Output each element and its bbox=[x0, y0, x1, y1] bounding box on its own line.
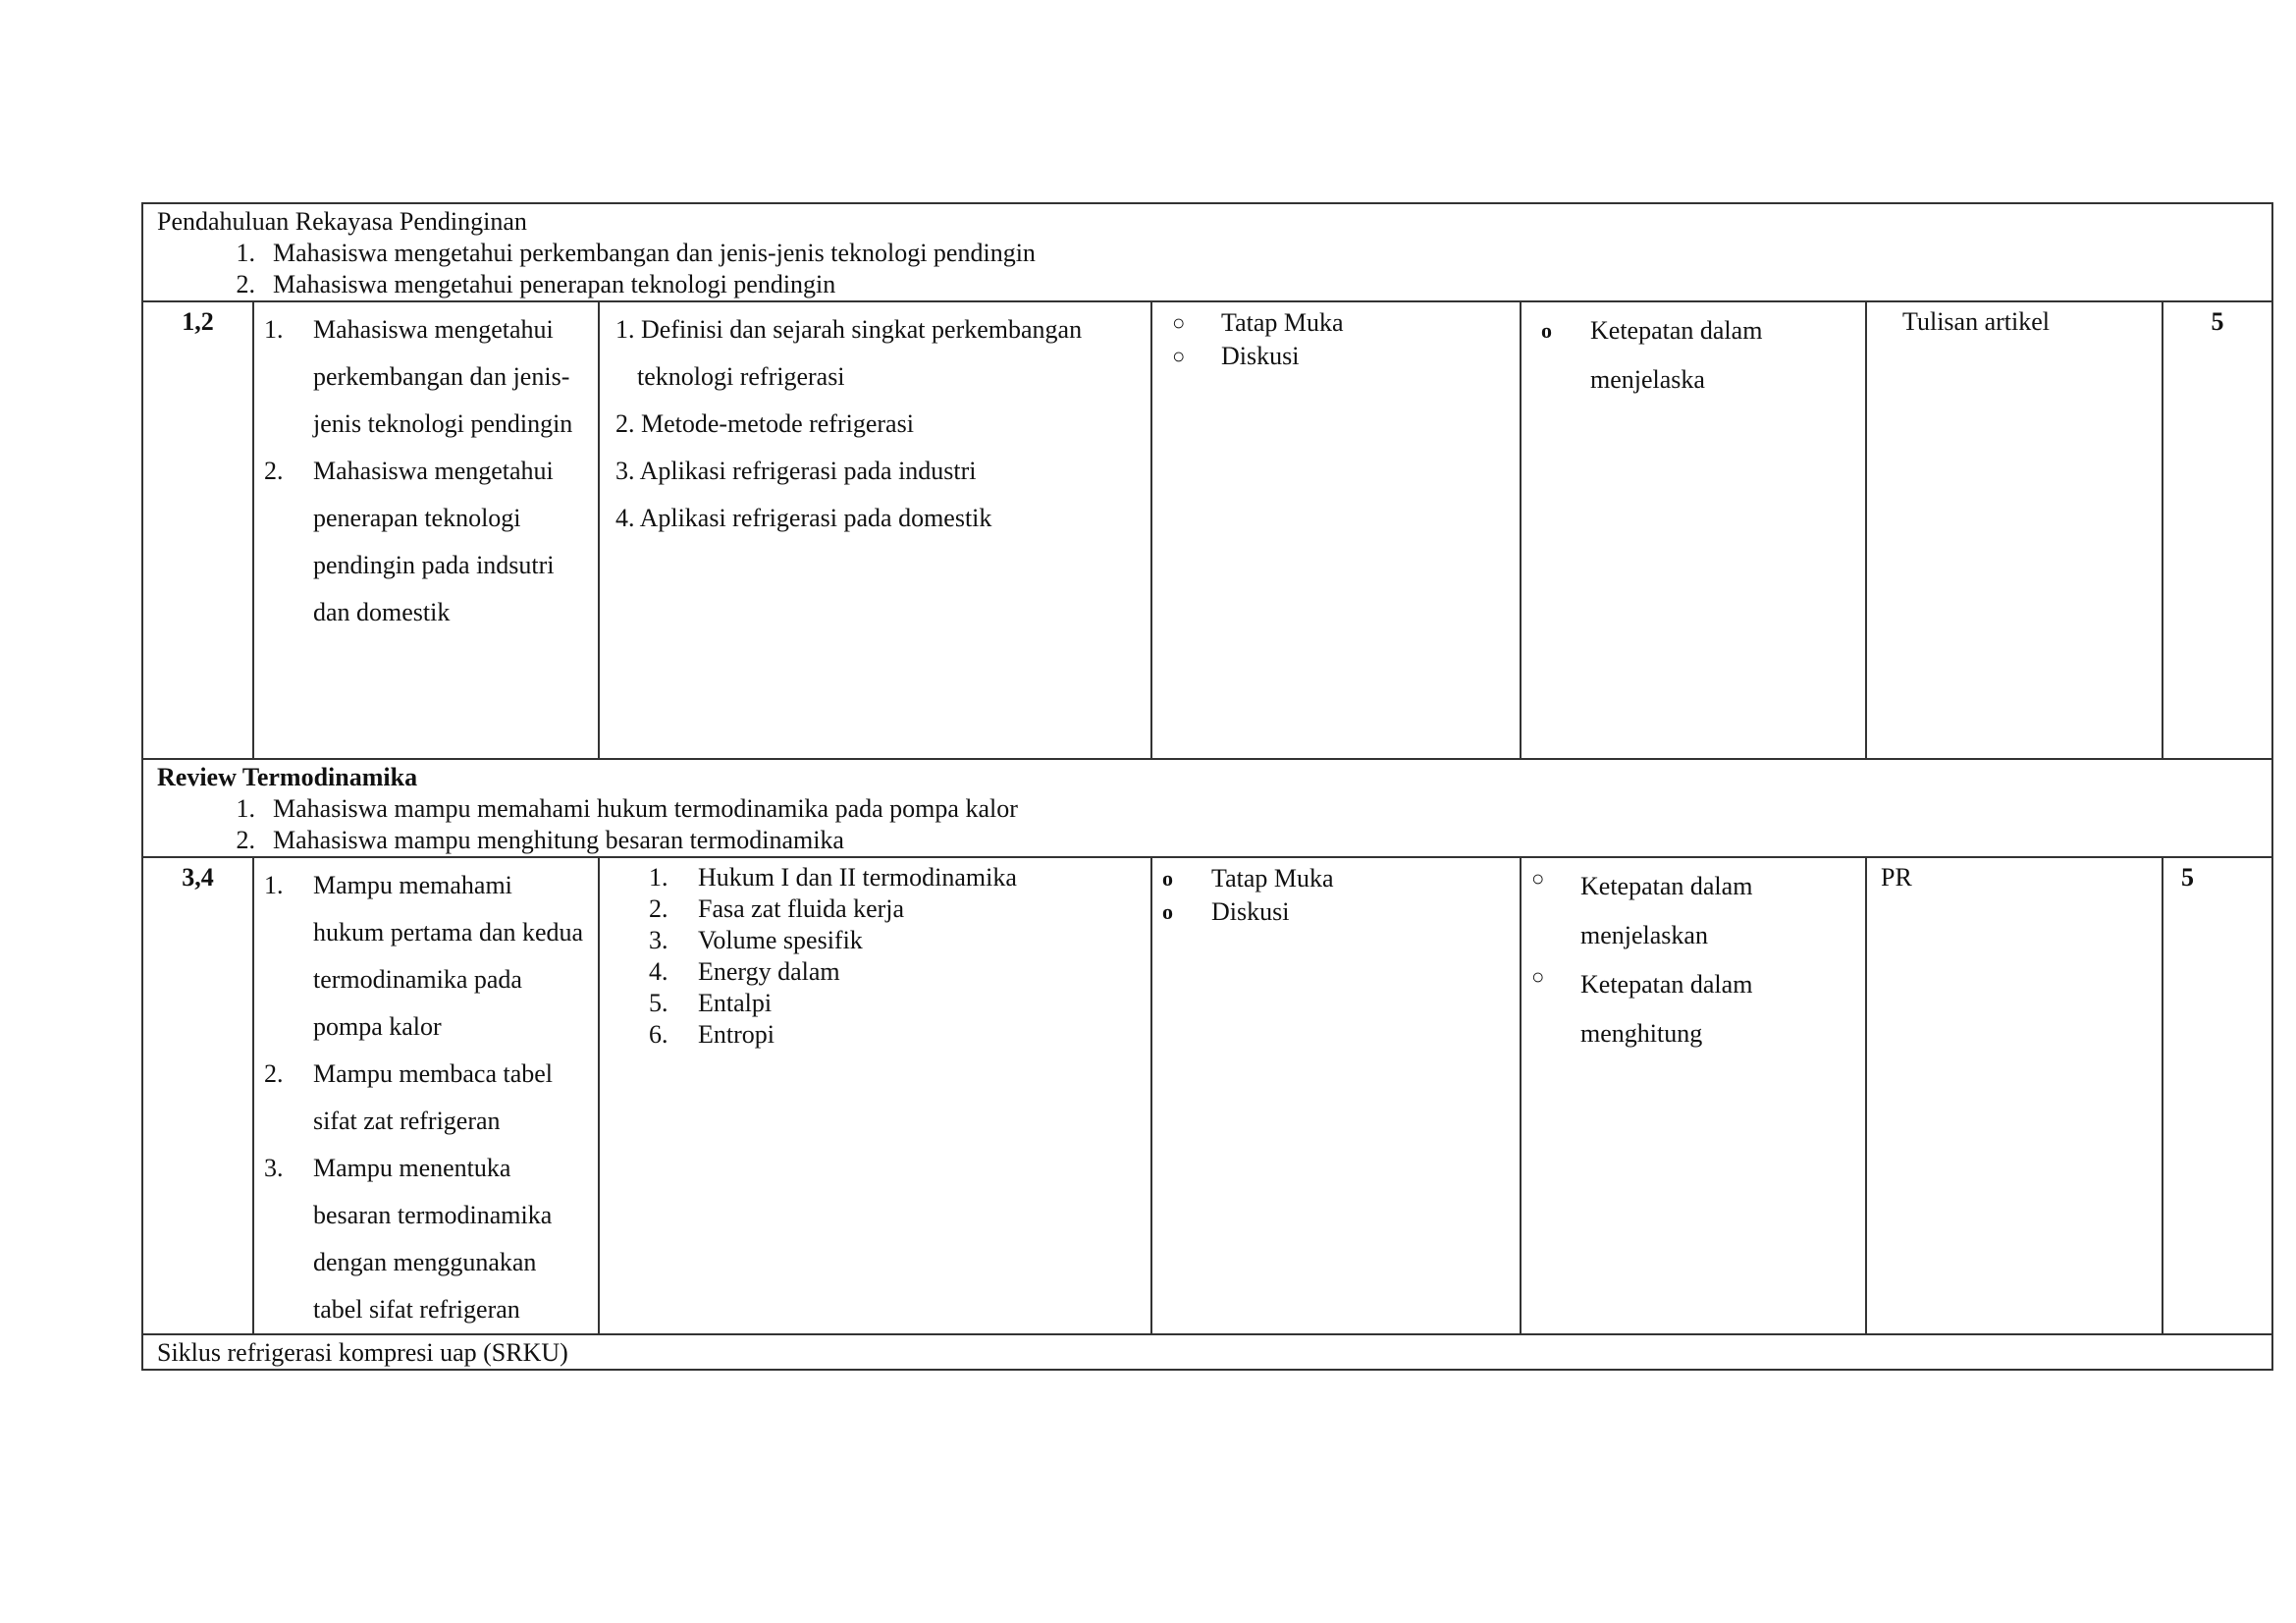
goal-item: 1. Mahasiswa mengetahui perkembangan dan jenis-jenis teknologi pendingin bbox=[236, 239, 1036, 267]
materials-cell bbox=[599, 301, 1151, 759]
material-item: 2. Metode-metode refrigerasi bbox=[615, 409, 914, 438]
objective-item: 3. Mampu menentuka besaran termodinamika dengan menggunakan tabel sifat refrigeran bbox=[264, 1154, 553, 1324]
goal-item: 2. Mahasiswa mengetahui penerapan teknologi pendingin bbox=[236, 270, 836, 298]
indicators-cell bbox=[1521, 857, 1866, 1334]
assessment-cell: Tulisan artikel bbox=[1866, 301, 2163, 759]
score-cell: 5 bbox=[2163, 857, 2272, 1334]
indicator-item: ○ Ketepatan dalam menghitung bbox=[1531, 960, 1855, 1058]
section-goals bbox=[157, 238, 2258, 300]
bullet-circle-icon: ○ bbox=[1172, 344, 1186, 368]
indicators-cell bbox=[1521, 301, 1866, 759]
table-row bbox=[142, 301, 2272, 759]
section-goals bbox=[157, 793, 2258, 856]
bullet-circle-icon: o bbox=[1541, 318, 1552, 343]
indicator-item: ○ Ketepatan dalam menjelaskan bbox=[1531, 862, 1855, 960]
section-header bbox=[142, 1334, 2272, 1370]
methods-cell bbox=[1151, 857, 1521, 1334]
week-cell: 3,4 bbox=[142, 857, 253, 1334]
section-title: Siklus refrigerasi kompresi uap (SRKU) bbox=[157, 1338, 568, 1367]
material-item: 1. Definisi dan sejarah singkat perkembangan teknologi refrigerasi bbox=[615, 315, 1083, 391]
objectives-cell bbox=[253, 301, 599, 759]
bullet-circle-icon: ○ bbox=[1172, 310, 1186, 335]
course-plan-table bbox=[141, 202, 2273, 1371]
objective-item: 2. Mampu membaca tabel sifat zat refrigeran bbox=[264, 1059, 554, 1135]
method-item: ○ Diskusi bbox=[1172, 340, 1510, 373]
materials-cell bbox=[599, 857, 1151, 1334]
material-item: 3. Volume spesifik bbox=[649, 926, 863, 954]
bullet-circle-icon: o bbox=[1162, 899, 1173, 924]
material-item: 6. Entropi bbox=[649, 1020, 774, 1049]
method-item: ○ Tatap Muka bbox=[1172, 306, 1510, 340]
objective-item: 1. Mahasiswa mengetahui perkembangan dan jenis-jenis teknologi pendingin bbox=[264, 315, 573, 438]
material-item: 3. Aplikasi refrigerasi pada industri bbox=[615, 457, 977, 485]
goal-item: 1. Mahasiswa mampu memahami hukum termodinamika pada pompa kalor bbox=[236, 794, 1018, 823]
objectives-cell bbox=[253, 857, 599, 1334]
methods-cell bbox=[1151, 301, 1521, 759]
section-header-row bbox=[142, 759, 2272, 857]
material-item: 2. Fasa zat fluida kerja bbox=[649, 894, 905, 923]
material-item: 1. Hukum I dan II termodinamika bbox=[649, 863, 1017, 892]
bullet-circle-icon: ○ bbox=[1531, 866, 1545, 891]
goal-item: 2. Mahasiswa mampu menghitung besaran termodinamika bbox=[236, 826, 844, 854]
table-row bbox=[142, 857, 2272, 1334]
bullet-circle-icon: ○ bbox=[1531, 964, 1545, 989]
section-header-row bbox=[142, 203, 2272, 301]
bullet-circle-icon: o bbox=[1162, 866, 1173, 891]
assessment-cell: PR bbox=[1866, 857, 2163, 1334]
indicator-item: o Ketepatan dalam menjelaska bbox=[1541, 306, 1855, 405]
objective-item: 2. Mahasiswa mengetahui penerapan teknologi pendingin pada indsutri dan domestik bbox=[264, 457, 555, 626]
section-header bbox=[142, 759, 2272, 857]
material-item: 4. Energy dalam bbox=[649, 957, 840, 986]
week-cell: 1,2 bbox=[142, 301, 253, 759]
method-item: o Tatap Muka bbox=[1162, 862, 1510, 895]
material-item: 5. Entalpi bbox=[649, 989, 773, 1017]
method-item: o Diskusi bbox=[1162, 895, 1510, 929]
section-title: Pendahuluan Rekayasa Pendinginan bbox=[157, 207, 527, 236]
objective-item: 1. Mampu memahami hukum pertama dan kedua termodinamika pada pompa kalor bbox=[264, 871, 584, 1041]
section-header-row bbox=[142, 1334, 2272, 1370]
section-title: Review Termodinamika bbox=[157, 763, 418, 791]
material-item: 4. Aplikasi refrigerasi pada domestik bbox=[615, 504, 992, 532]
score-cell: 5 bbox=[2163, 301, 2272, 759]
section-header bbox=[142, 203, 2272, 301]
